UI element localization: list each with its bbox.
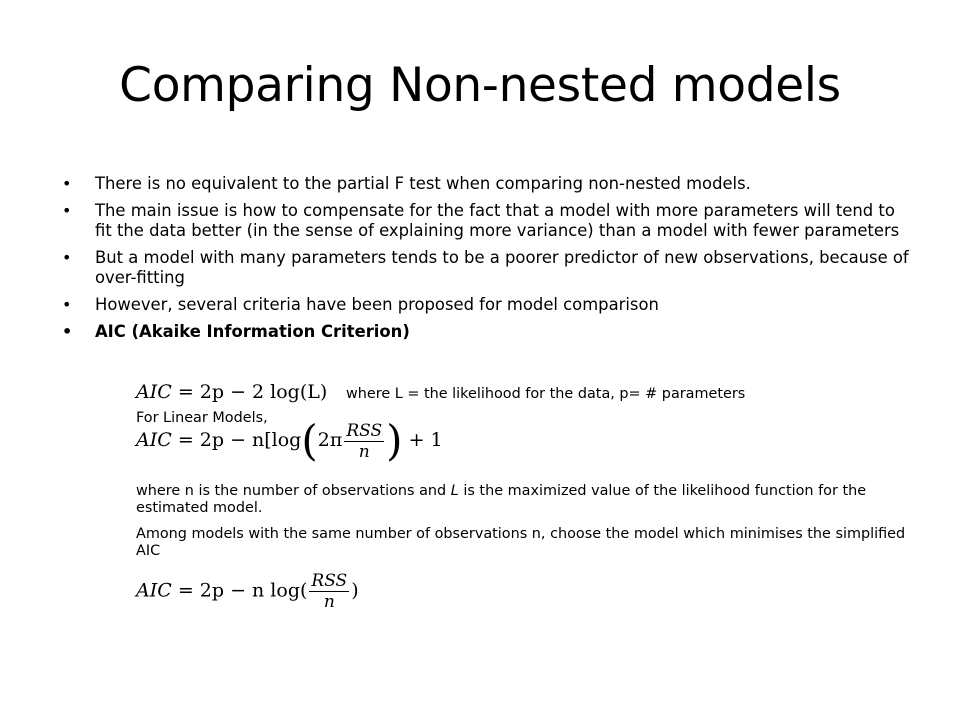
fraction-numerator: RSS [311, 571, 348, 591]
rss-fraction [309, 571, 349, 612]
aic-formula-lhs: AIC [136, 381, 172, 403]
bullet-item [62, 295, 912, 315]
bullet-marker: • [62, 174, 72, 193]
explanation-pre: where n is the number of observations and [136, 483, 451, 499]
aic-linear-part3: + 1 [408, 429, 443, 451]
aic-linear-part2: 2π [317, 429, 343, 451]
bullet-marker: • [62, 295, 72, 314]
bullet-marker: • [62, 248, 72, 267]
explanation-text [136, 483, 916, 517]
aic-linear-part1: = 2p − n[log [177, 429, 302, 451]
close-paren: ) [386, 416, 403, 465]
bullet-item-aic [62, 322, 912, 342]
aic-linear-lhs: AIC [136, 429, 172, 451]
rss-fraction [344, 421, 384, 462]
explanation-l: L [450, 483, 459, 499]
bullet-list [62, 174, 912, 349]
bullet-text: There is no equivalent to the partial F test when comparing non-nested models. [95, 174, 751, 193]
explanation-post: is the maximized value of the likelihood function for the estimated model. [136, 483, 867, 516]
bullet-text: However, several criteria have been proposed for model comparison [95, 295, 659, 314]
aic-formula-rhs: = 2p − 2 log(L) [177, 381, 328, 403]
aic-formula [136, 381, 327, 403]
bullet-text: But a model with many parameters tends to be a poorer predictor of new observations, because of over-fitting [95, 248, 909, 287]
bullet-marker: • [62, 201, 72, 220]
linear-models-label: For Linear Models, [136, 410, 268, 426]
bullet-text: The main issue is how to compensate for the fact that a model with more parameters will tend to fit the data better (in the sense of explaining more variance) than a model with fewer parameters [95, 201, 900, 240]
fraction-numerator: RSS [346, 420, 383, 441]
bullet-marker: • [62, 322, 73, 341]
guidance-text: Among models with the same number of observations n, choose the model which minimises the simplified AIC [136, 526, 906, 559]
fraction-denominator: n [358, 441, 370, 462]
slide-title: Comparing Non-nested models [119, 58, 841, 113]
open-paren: ( [301, 416, 318, 465]
simplified-aic-lhs: AIC [136, 579, 172, 602]
bullet-item [62, 248, 912, 288]
simplified-aic-part1: = 2p − n log( [177, 579, 308, 602]
bullet-item [62, 174, 912, 194]
fraction-denominator: n [323, 592, 335, 612]
simplified-aic-formula [136, 571, 359, 612]
bullet-text: AIC (Akaike Information Criterion) [95, 322, 410, 341]
aic-formula-note: where L = the likelihood for the data, p= # parameters [346, 386, 746, 402]
simplified-aic-part2: ) [351, 579, 359, 602]
bullet-item [62, 201, 912, 241]
